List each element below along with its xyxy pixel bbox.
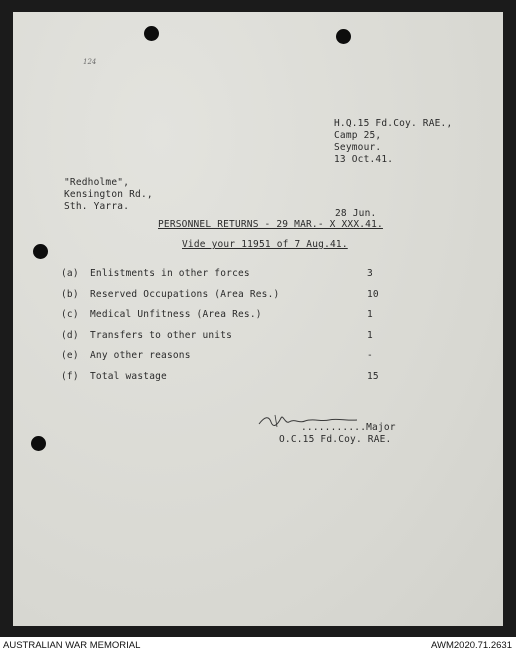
- reference-line: Vide your 11951 of 7 Aug.41.: [182, 239, 348, 250]
- document-page: [13, 12, 503, 626]
- punch-hole: [336, 29, 351, 44]
- sender-date: 13 Oct.41.: [334, 154, 394, 165]
- recipient-line: "Redholme",: [64, 177, 130, 188]
- item-value: 10: [367, 289, 379, 300]
- item-value: 15: [367, 371, 379, 382]
- sender-line: Seymour.: [334, 142, 382, 153]
- item-letter: (b): [61, 289, 79, 300]
- item-letter: (e): [61, 350, 79, 361]
- sender-line: Camp 25,: [334, 130, 382, 141]
- item-letter: (a): [61, 268, 79, 279]
- date-correction: 28 Jun.: [335, 208, 377, 219]
- item-value: 3: [367, 268, 373, 279]
- item-label: Reserved Occupations (Area Res.): [90, 289, 280, 300]
- archive-reference: AWM2020.71.2631: [431, 640, 512, 651]
- pencil-note: 124: [83, 58, 97, 66]
- item-letter: (f): [61, 371, 79, 382]
- signature-line: ...........Major: [301, 422, 396, 433]
- item-label: Enlistments in other forces: [90, 268, 250, 279]
- recipient-line: Kensington Rd.,: [64, 189, 153, 200]
- archive-name: AUSTRALIAN WAR MEMORIAL: [3, 640, 141, 651]
- item-letter: (d): [61, 330, 79, 341]
- item-value: 1: [367, 309, 373, 320]
- archive-footer: [0, 637, 516, 653]
- sender-line: H.Q.15 Fd.Coy. RAE.,: [334, 118, 453, 129]
- item-value: 1: [367, 330, 373, 341]
- item-label: Transfers to other units: [90, 330, 233, 341]
- item-label: Medical Unfitness (Area Res.): [90, 309, 262, 320]
- signatory: O.C.15 Fd.Coy. RAE.: [279, 434, 392, 445]
- punch-hole: [144, 26, 159, 41]
- recipient-line: Sth. Yarra.: [64, 201, 130, 212]
- item-letter: (c): [61, 309, 79, 320]
- item-label: Total wastage: [90, 371, 167, 382]
- item-label: Any other reasons: [90, 350, 191, 361]
- punch-hole: [31, 436, 46, 451]
- item-value: -: [367, 350, 373, 361]
- subject-line: PERSONNEL RETURNS - 29 MAR.- X XXX.41.: [158, 219, 383, 230]
- punch-hole: [33, 244, 48, 259]
